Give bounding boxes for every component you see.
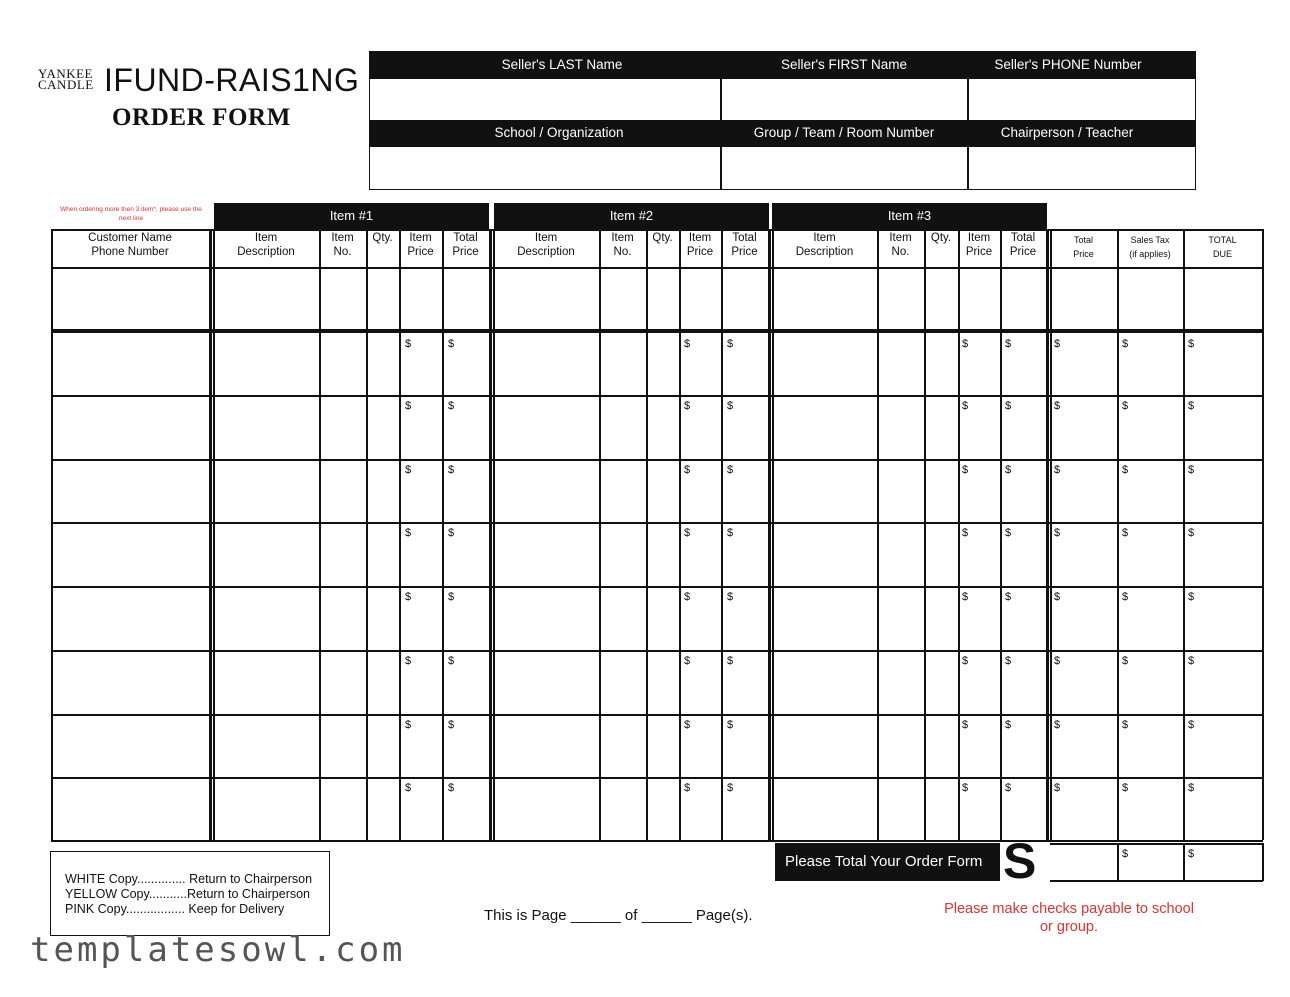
currency-symbol: $: [962, 527, 969, 539]
order-cell[interactable]: [1185, 270, 1260, 326]
order-cell[interactable]: [601, 270, 644, 326]
currency-symbol: $: [1054, 655, 1061, 667]
qty-header: Qty.: [652, 232, 673, 244]
currency-symbol: $: [1122, 527, 1129, 539]
order-cell[interactable]: [1052, 270, 1115, 326]
order-cell[interactable]: [926, 717, 956, 774]
order-cell[interactable]: [321, 780, 364, 837]
order-cell[interactable]: [648, 717, 677, 774]
total-price-header: Total Price: [452, 232, 479, 258]
order-cell[interactable]: [926, 653, 956, 711]
order-cell[interactable]: [1185, 717, 1260, 774]
school-label: School / Organization: [494, 125, 624, 140]
order-cell[interactable]: [495, 398, 597, 456]
order-cell[interactable]: [53, 589, 207, 647]
logo-line-1: YANKEE: [38, 66, 93, 81]
order-cell[interactable]: [215, 717, 317, 774]
total-box-line: [1117, 843, 1119, 881]
order-cell[interactable]: [926, 336, 956, 392]
currency-symbol: $: [962, 400, 969, 412]
order-cell[interactable]: [495, 270, 597, 326]
order-cell[interactable]: [1119, 525, 1181, 583]
order-cell[interactable]: [1185, 336, 1260, 392]
order-cell[interactable]: [215, 780, 317, 837]
currency-symbol: $: [1005, 782, 1012, 794]
order-cell[interactable]: [601, 462, 644, 519]
order-cell[interactable]: [368, 717, 397, 774]
order-cell[interactable]: [774, 717, 875, 774]
order-cell[interactable]: [1052, 780, 1115, 837]
item-description-header: Item Description: [237, 232, 295, 258]
table-row-line: [51, 714, 1263, 716]
order-cell[interactable]: [774, 653, 875, 711]
order-cell[interactable]: [368, 780, 397, 837]
currency-symbol: $: [684, 464, 691, 476]
table-row-line: [51, 459, 1263, 461]
currency-symbol: $: [1122, 655, 1129, 667]
currency-symbol: $: [405, 655, 412, 667]
currency-symbol: $: [684, 591, 691, 603]
currency-symbol: $: [448, 527, 455, 539]
customer-name-header: Customer Name Phone Number: [88, 232, 172, 258]
order-cell[interactable]: [1119, 653, 1181, 711]
order-cell[interactable]: [601, 717, 644, 774]
currency-symbol: $: [1054, 464, 1061, 476]
order-cell[interactable]: [648, 398, 677, 456]
order-cell[interactable]: [681, 270, 719, 326]
order-cell[interactable]: [723, 270, 766, 326]
item-description-header: Item Description: [517, 232, 575, 258]
qty-header: Qty.: [372, 232, 393, 244]
currency-symbol: $: [1054, 782, 1061, 794]
currency-symbol: $: [1005, 591, 1012, 603]
order-cell[interactable]: [53, 336, 207, 392]
order-cell[interactable]: [321, 398, 364, 456]
order-cell[interactable]: [321, 653, 364, 711]
order-cell[interactable]: [1119, 780, 1181, 837]
order-cell[interactable]: [215, 653, 317, 711]
currency-symbol: $: [962, 464, 969, 476]
order-cell[interactable]: [926, 525, 956, 583]
currency-symbol: $: [962, 591, 969, 603]
table-row-line: [51, 777, 1263, 779]
order-cell[interactable]: [879, 336, 922, 392]
order-cell[interactable]: [1185, 525, 1260, 583]
order-cell[interactable]: [368, 525, 397, 583]
order-cell[interactable]: [368, 398, 397, 456]
currency-symbol: $: [684, 782, 691, 794]
currency-symbol: $: [962, 782, 969, 794]
copy-distribution-box: [50, 851, 330, 936]
table-row-line: [51, 522, 1263, 524]
total-box-line: [1050, 843, 1263, 845]
currency-symbol: $: [727, 338, 734, 350]
order-cell[interactable]: [774, 270, 875, 326]
table-column-line: [209, 229, 212, 840]
table-row-line: [51, 840, 1263, 842]
currency-symbol: $: [448, 464, 455, 476]
item-no-header: Item No.: [331, 232, 354, 258]
currency-symbol: $: [1122, 782, 1129, 794]
currency-symbol: $: [1188, 848, 1195, 860]
order-cell[interactable]: [53, 780, 207, 837]
order-cell[interactable]: [495, 336, 597, 392]
order-cell[interactable]: [774, 589, 875, 647]
order-cell[interactable]: [495, 589, 597, 647]
currency-symbol: $: [962, 655, 969, 667]
sales-tax-header: Sales Tax (if applies): [1129, 235, 1171, 259]
currency-symbol: $: [1054, 338, 1061, 350]
order-cell[interactable]: [879, 398, 922, 456]
currency-symbol: $: [727, 400, 734, 412]
currency-symbol: $: [405, 338, 412, 350]
order-cell[interactable]: [1119, 270, 1181, 326]
currency-symbol: $: [684, 719, 691, 731]
more-items-note: When ordering more then 3 item*, please use the next line: [60, 206, 202, 222]
order-cell[interactable]: [53, 525, 207, 583]
table-column-line: [1262, 229, 1264, 840]
order-cell[interactable]: [648, 780, 677, 837]
order-cell[interactable]: [1052, 398, 1115, 456]
order-cell[interactable]: [215, 525, 317, 583]
order-cell[interactable]: [495, 717, 597, 774]
currency-symbol: $: [1188, 527, 1195, 539]
seller-last-name-label: Seller's LAST Name: [501, 57, 623, 72]
total-due-header: TOTAL DUE: [1208, 235, 1237, 259]
table-row-line: [51, 267, 1263, 269]
order-cell[interactable]: [1119, 398, 1181, 456]
order-cell[interactable]: [1052, 462, 1115, 519]
currency-symbol: $: [1005, 464, 1012, 476]
copy-white-line: WHITE Copy.............. Return to Chairperson: [65, 872, 313, 886]
currency-symbol: $: [1188, 782, 1195, 794]
order-cell[interactable]: [601, 398, 644, 456]
total-price-header: Total Price: [1009, 232, 1037, 258]
copy-pink-line: PINK Copy................. Keep for Delivery: [65, 902, 285, 916]
order-cell[interactable]: [601, 653, 644, 711]
seller-phone-label: Seller's PHONE Number: [994, 57, 1142, 72]
order-cell[interactable]: [1052, 589, 1115, 647]
order-cell[interactable]: [368, 589, 397, 647]
currency-symbol: $: [684, 338, 691, 350]
total-order-label: Please Total Your Order Form: [775, 843, 1000, 881]
order-cell[interactable]: [1119, 717, 1181, 774]
currency-symbol: $: [727, 591, 734, 603]
order-cell[interactable]: [368, 270, 397, 326]
currency-symbol: $: [727, 655, 734, 667]
item-price-header: Item Price: [965, 232, 993, 258]
form-title: IFUND-RAIS1NG: [104, 62, 360, 98]
group-label: Group / Team / Room Number: [753, 125, 935, 140]
currency-symbol: $: [1188, 655, 1195, 667]
order-cell[interactable]: [926, 270, 956, 326]
item-description-header: Item Description: [795, 232, 854, 258]
table-column-line: [489, 229, 492, 840]
currency-symbol: $: [727, 782, 734, 794]
order-cell[interactable]: [1185, 653, 1260, 711]
currency-symbol: $: [1005, 655, 1012, 667]
table-column-line: [768, 229, 771, 840]
order-cell[interactable]: [1119, 462, 1181, 519]
table-column-line: [1046, 229, 1049, 840]
order-cell[interactable]: [1119, 336, 1181, 392]
checks-payable-note: Please make checks payable to school or group.: [944, 901, 1194, 935]
currency-symbol: $: [1054, 719, 1061, 731]
order-cell[interactable]: [53, 462, 207, 519]
item-no-header: Item No.: [611, 232, 634, 258]
currency-symbol: $: [1188, 591, 1195, 603]
order-cell[interactable]: [321, 462, 364, 519]
item-price-header: Item Price: [686, 232, 714, 258]
logo-line-2: CANDLE: [38, 77, 94, 92]
order-cell[interactable]: [53, 717, 207, 774]
order-cell[interactable]: [648, 653, 677, 711]
currency-symbol: $: [448, 719, 455, 731]
order-cell[interactable]: [879, 717, 922, 774]
order-cell[interactable]: [879, 270, 922, 326]
order-cell[interactable]: [1185, 780, 1260, 837]
order-cell[interactable]: [648, 462, 677, 519]
currency-symbol: $: [405, 400, 412, 412]
order-cell[interactable]: [368, 336, 397, 392]
order-cell[interactable]: [648, 589, 677, 647]
currency-symbol: $: [1005, 400, 1012, 412]
order-cell[interactable]: [321, 336, 364, 392]
order-cell[interactable]: [1185, 462, 1260, 519]
copy-yellow-line: YELLOW Copy...........Return to Chairperson: [65, 887, 311, 901]
currency-symbol: $: [405, 782, 412, 794]
currency-symbol: $: [448, 591, 455, 603]
currency-symbol: $: [405, 464, 412, 476]
order-cell[interactable]: [879, 525, 922, 583]
order-cell[interactable]: [926, 589, 956, 647]
qty-header: Qty.: [930, 232, 952, 244]
currency-symbol: $: [448, 655, 455, 667]
watermark: templatesowl.com: [30, 930, 406, 970]
currency-symbol: $: [1122, 400, 1129, 412]
currency-symbol: $: [727, 719, 734, 731]
currency-symbol: $: [1188, 338, 1195, 350]
order-cell[interactable]: [321, 525, 364, 583]
order-cell[interactable]: [495, 780, 597, 837]
currency-symbol: $: [962, 338, 969, 350]
currency-symbol: $: [727, 464, 734, 476]
order-cell[interactable]: [321, 717, 364, 774]
table-row-line: [51, 395, 1263, 397]
order-cell[interactable]: [1052, 653, 1115, 711]
order-cell[interactable]: [879, 780, 922, 837]
order-cell[interactable]: [321, 589, 364, 647]
form-subtitle: ORDER FORM: [112, 104, 291, 131]
order-cell[interactable]: [215, 398, 317, 456]
order-cell[interactable]: [215, 270, 317, 326]
item-1-header: Item #1: [214, 203, 489, 229]
order-cell[interactable]: [495, 653, 597, 711]
order-cell[interactable]: [53, 270, 207, 326]
order-cell[interactable]: [648, 270, 677, 326]
item-no-header: Item No.: [889, 232, 912, 258]
order-cell[interactable]: [1052, 717, 1115, 774]
currency-symbol: $: [1054, 591, 1061, 603]
order-cell[interactable]: [648, 336, 677, 392]
order-cell[interactable]: [1185, 589, 1260, 647]
order-cell[interactable]: [401, 270, 440, 326]
currency-symbol: $: [727, 527, 734, 539]
order-cell[interactable]: [368, 462, 397, 519]
currency-symbol: $: [448, 782, 455, 794]
order-cell[interactable]: [960, 270, 998, 326]
currency-symbol: $: [1122, 338, 1129, 350]
currency-symbol: $: [1054, 527, 1061, 539]
order-cell[interactable]: [215, 336, 317, 392]
order-cell[interactable]: [879, 653, 922, 711]
currency-symbol: $: [684, 527, 691, 539]
currency-symbol: $: [405, 591, 412, 603]
order-cell[interactable]: [774, 780, 875, 837]
currency-symbol: $: [1005, 527, 1012, 539]
table-row-line: [51, 586, 1263, 588]
total-box-line: [1262, 843, 1264, 881]
currency-symbol: $: [1122, 719, 1129, 731]
currency-symbol: $: [684, 400, 691, 412]
order-cell[interactable]: [926, 780, 956, 837]
order-cell[interactable]: [601, 589, 644, 647]
order-cell[interactable]: [495, 462, 597, 519]
total-box-line: [1050, 880, 1263, 882]
order-cell[interactable]: [1052, 336, 1115, 392]
page-count-line: This is Page ______ of ______ Page(s).: [484, 907, 753, 924]
order-cell[interactable]: [1185, 398, 1260, 456]
order-cell[interactable]: [879, 462, 922, 519]
order-cell[interactable]: [1119, 589, 1181, 647]
currency-symbol: $: [1188, 719, 1195, 731]
currency-symbol: $: [962, 719, 969, 731]
order-cell[interactable]: [774, 398, 875, 456]
order-cell[interactable]: [774, 462, 875, 519]
order-cell[interactable]: [601, 336, 644, 392]
table-row-line: [51, 329, 1263, 333]
order-cell[interactable]: [926, 462, 956, 519]
currency-symbol: $: [448, 400, 455, 412]
order-cell[interactable]: [321, 270, 364, 326]
total-dollar-symbol: S: [1003, 833, 1037, 889]
currency-symbol: $: [405, 719, 412, 731]
order-cell[interactable]: [1052, 525, 1115, 583]
order-cell[interactable]: [648, 525, 677, 583]
currency-symbol: $: [1122, 464, 1129, 476]
currency-symbol: $: [1188, 400, 1195, 412]
order-cell[interactable]: [444, 270, 487, 326]
order-cell[interactable]: [926, 398, 956, 456]
currency-symbol: $: [1005, 338, 1012, 350]
table-row-line: [51, 650, 1263, 652]
order-cell[interactable]: [601, 525, 644, 583]
item-3-header: Item #3: [772, 203, 1047, 229]
currency-symbol: $: [1054, 400, 1061, 412]
order-cell[interactable]: [774, 336, 875, 392]
order-cell[interactable]: [495, 525, 597, 583]
order-cell[interactable]: [601, 780, 644, 837]
chairperson-label: Chairperson / Teacher: [1000, 125, 1134, 140]
order-cell[interactable]: [53, 653, 207, 711]
order-cell[interactable]: [774, 525, 875, 583]
order-cell[interactable]: [215, 462, 317, 519]
currency-symbol: $: [448, 338, 455, 350]
order-total-price-header: Total Price: [1073, 235, 1094, 259]
currency-symbol: $: [1005, 719, 1012, 731]
order-cell[interactable]: [1002, 270, 1044, 326]
seller-first-name-label: Seller's FIRST Name: [780, 57, 908, 72]
item-2-header: Item #2: [494, 203, 769, 229]
order-cell[interactable]: [53, 398, 207, 456]
currency-symbol: $: [405, 527, 412, 539]
order-cell[interactable]: [368, 653, 397, 711]
currency-symbol: $: [1122, 848, 1129, 860]
currency-symbol: $: [1122, 591, 1129, 603]
item-price-header: Item Price: [407, 232, 434, 258]
total-price-header: Total Price: [731, 232, 758, 258]
currency-symbol: $: [684, 655, 691, 667]
total-box-line: [1183, 843, 1185, 881]
order-cell[interactable]: [879, 589, 922, 647]
order-cell[interactable]: [215, 589, 317, 647]
currency-symbol: $: [1188, 464, 1195, 476]
